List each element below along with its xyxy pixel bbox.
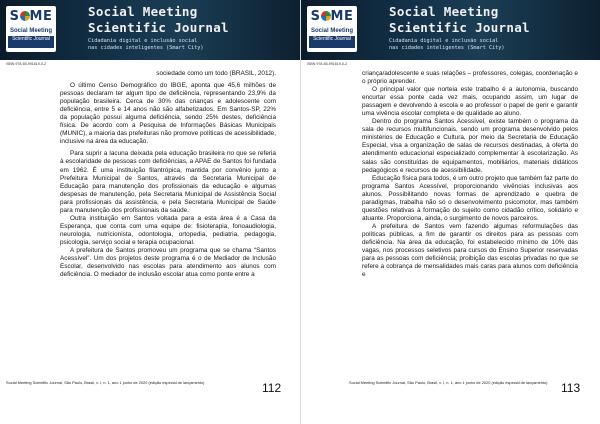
paragraph: A prefeitura de Santos vem fazendo algumas reformulações das políticas públicas, a fim de garantir os direitos para as pessoas com deficiência. Na área da educação, foi estabelecido mínimo de 10% das vagas, nos processos seletivos para cursos do Ensino Superior reservadas para as pessoas com deficiência; proibição das escolas privadas no que se refere a cobrança de mensalidades mais caras para alunos com deficiência e [362,222,578,279]
paragraph: Outra instituição em Santos voltada para a esta área é a Casa da Esperança, que conta com uma equipe de: fisioterapia, fonoaudiologia, neurologia, nutricionista, odontologia, ortopedia, pediatria, pedagogia, psicologia, serviço social e terapia ocupacional. [60,214,276,246]
journal-logo [307,6,357,52]
journal-title-line1: Social Meeting [88,4,198,19]
right-page [300,0,600,424]
isbn: ISBN 978-65-991619-0-2 [307,62,348,66]
paragraph: Dentro do programa Santos Acessível, existe também o programa da sala de recursos multifuncionais, sendo um programa desenvolvido pelos ministérios de Educação e Cultura, por meio da Secretaria de Educação Especial, visa a organização de salas de recursos destinadas, à oferta do atendimento educacional especializado complementar à escolarização. As salas são constituídas de equipamentos, mobiliários, materiais didáticos pedagógicos e recursos de acessibilidade. [362,118,578,174]
isbn: ISBN 978-65-991619-0-2 [6,62,47,66]
logo-line1: Social Meeting [310,28,353,34]
journal-header [301,0,600,60]
paragraph: criança/adolescente e suas relações – professores, colegas, coordenação e o próprio aprender. [362,70,578,86]
paragraph: Para suprir a lacuna deixada pela educação brasileira no que se referia à escolaridade de pessoas com deficiências, a APAE de Santos foi fundada em 1962. É uma instituição filantrópica, mantida por convênio junto a Prefeitura Municipal de Santos, através da Secretaria Municipal de Educação para manutenção dos profissionais da educação e algumas despesas de manutenção, pela Secretaria Municipal de Assistência Social para profissionais da assistência, e pela Secretaria Municipal de Saúde para manutenção dos profissionais da saúde. [60,150,276,214]
journal-title-line2: Scientific Journal [389,20,530,35]
page-number: 113 [561,381,581,395]
journal-subtitle-line2: nas cidades inteligentes (Smart City) [389,45,505,51]
journal-subtitle-line2: nas cidades inteligentes (Smart City) [88,45,204,51]
page-number: 112 [262,381,282,395]
logo-line2: Scientific Journal [8,36,54,48]
journal-title-line1: Social Meeting [389,4,499,19]
paragraph: O principal valor que norteia este trabalho é a autonomia, buscando encurtar essa ponte cada vez mais, ocupando assim, um lugar de passagem e devolvendo à escola e ao professor o papel de gerir e garantir uma vivência escolar completa e de qualidade ao aluno. [362,86,578,118]
journal-subtitle-line1: Cidadania digital e inclusão social [88,38,198,44]
logo-line2: Scientific Journal [309,36,355,48]
logo-line1: Social Meeting [9,28,52,34]
journal-title-line2: Scientific Journal [88,20,229,35]
footer-citation: Social Meeting Scientific Journal, São Paulo, Brasil, v. I, n. 1, ano 1 junho de 2020 (edição especial de lançamento) [6,380,205,385]
journal-subtitle-line1: Cidadania digital e inclusão social [389,38,499,44]
journal-header [0,0,300,60]
body-text [60,70,276,279]
paragraph: sociedade como um todo (BRASIL, 2012). [156,70,276,77]
paragraph: A prefeitura de Santos promoveu um programa que se chama “Santos Acessível”. Um dos projetos deste programa é o de Mediador de Inclusão Escolar, desenvolvido nas escolas para atendimento aos alunos com deficiência. O mediador de inclusão escolar atua como ponte entre a [60,246,276,279]
paragraph: O último Censo Demográfico do IBGE, aponta que 45,6 milhões de pessoas declaram ter algum tipo de deficiência, representando 23,9% da população brasileira. Cerca de 30% das crianças e adolescente com deficiência, entre 5 e 14 anos não são alfabetizados. Em Santos-SP, 22% da população possui alguma deficiência, sendo 25% destes, deficiência física. De acordo com a Pesquisa de Informações Básicas Municipais (MUNIC), a maioria das prefeituras não promove políticas de acessibilidade, inclusive na área da educação. [60,82,276,146]
footer-citation: Social Meeting Scientific Journal, São Paulo, Brasil, v. I, n. 1, ano 1 junho de 2020 (edição especial de lançamento) [349,380,548,385]
paragraph: Educação física para todos, é um outro projeto que também faz parte do programa Santos Acessível, proporcionando vivências inclusivas aos alunos. Possibilitando novas formas de aprendizado e quebra de paradigmas, trabalha não só o desenvolvimento psicomotor, mas também questões relativas à formação do sujeito como cidadão crítico, solidário e atuante. Proporciona, ainda, o surgimento de novos parceiros. [362,174,578,222]
body-text [362,70,578,279]
journal-logo [6,6,56,52]
logo-wordmark: S ME [310,9,354,24]
logo-wordmark: S ME [9,9,53,24]
